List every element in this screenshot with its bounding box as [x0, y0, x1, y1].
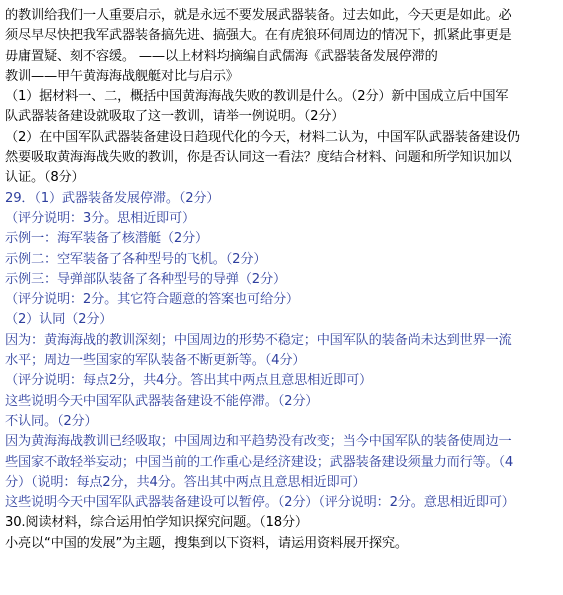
- document-page: [5, 6, 558, 554]
- answer-line: 因为：黄海海战的教训深刻；中国周边的形势不稳定；中国军队的装备尚未达到世界一流: [5, 332, 512, 348]
- answer-line: 水平；周边一些国家的军队装备不断更新等。（4分）: [5, 353, 306, 369]
- text-line: 然要吸取黄海海战失败的教训，你是否认同这一看法？度结合材料、问题和所学知识加以: [5, 150, 512, 166]
- text-line: 毋庸置疑、刻不容缓。 ——以上材料均摘编自武儒海《武器装备发展停滞的: [5, 48, 438, 64]
- text-line: （2）在中国军队武器装备建设日趋现代化的今天，材料二认为，中国军队武器装备建设仍: [5, 129, 520, 145]
- text-line: 须尽早尽快把我军武器装备搞先进、搞强大。在有虎狼环伺周边的情况下，抓紧此事更是: [5, 28, 512, 44]
- answer-line: （评分说明：2分。其它符合题意的答案也可给分）: [5, 292, 299, 308]
- text-line: 小亮以“中国的发展”为主题，搜集到以下资料，请运用资料展开探究。: [5, 535, 408, 551]
- answer-line: 这些说明今天中国军队武器装备建设可以暂停。（2分）（评分说明：2分。意思相近即可）: [5, 495, 515, 511]
- answer-line: 因为黄海海战教训已经吸取；中国周边和平趋势没有改变；当今中国军队的装备使周边一: [5, 434, 512, 450]
- text-line: （1）据材料一、二，概括中国黄海海战失败的教训是什么。（2分）新中国成立后中国军: [5, 89, 509, 105]
- answer-line: 示例二：空军装备了各种型号的飞机。（2分）: [5, 251, 267, 267]
- answer-line: 29．（1）武器装备发展停滞。（2分）: [5, 190, 220, 206]
- answer-line: （2）认同（2分）: [5, 312, 113, 328]
- answer-line: 分）（说明：每点2分，共4分。答出其中两点且意思相近即可）: [5, 474, 366, 490]
- text-line: 队武器装备建设就吸取了这一教训，请举一例说明。（2分）: [5, 109, 345, 125]
- answer-line: 示例一：海军装备了核潜艇（2分）: [5, 231, 209, 247]
- text-line: 认证。（8分）: [5, 170, 85, 186]
- answer-line: 不认同。（2分）: [5, 413, 98, 429]
- answer-line: 示例三：导弹部队装备了各种型号的导弹（2分）: [5, 271, 286, 287]
- answer-line: （评分说明：3分。思相近即可）: [5, 210, 196, 226]
- text-line: 的教训给我们一人重要启示，就是永远不要发展武器装备。过去如此，今天更是如此。必: [5, 8, 512, 23]
- text-line: 教训——甲午黄海海战舰艇对比与启示》: [5, 68, 239, 84]
- text-line: 30.阅读材料，综合运用怕学知识探究问题。（18分）: [5, 515, 308, 531]
- answer-line: 些国家不敢轻举妄动；中国当前的工作重心是经济建设；武器装备建设须量力而行等。（4: [5, 454, 514, 470]
- answer-line: 这些说明今天中国军队武器装备建设不能停滞。（2分）: [5, 393, 319, 409]
- answer-line: （评分说明：每点2分，共4分。答出其中两点且意思相近即可）: [5, 373, 373, 389]
